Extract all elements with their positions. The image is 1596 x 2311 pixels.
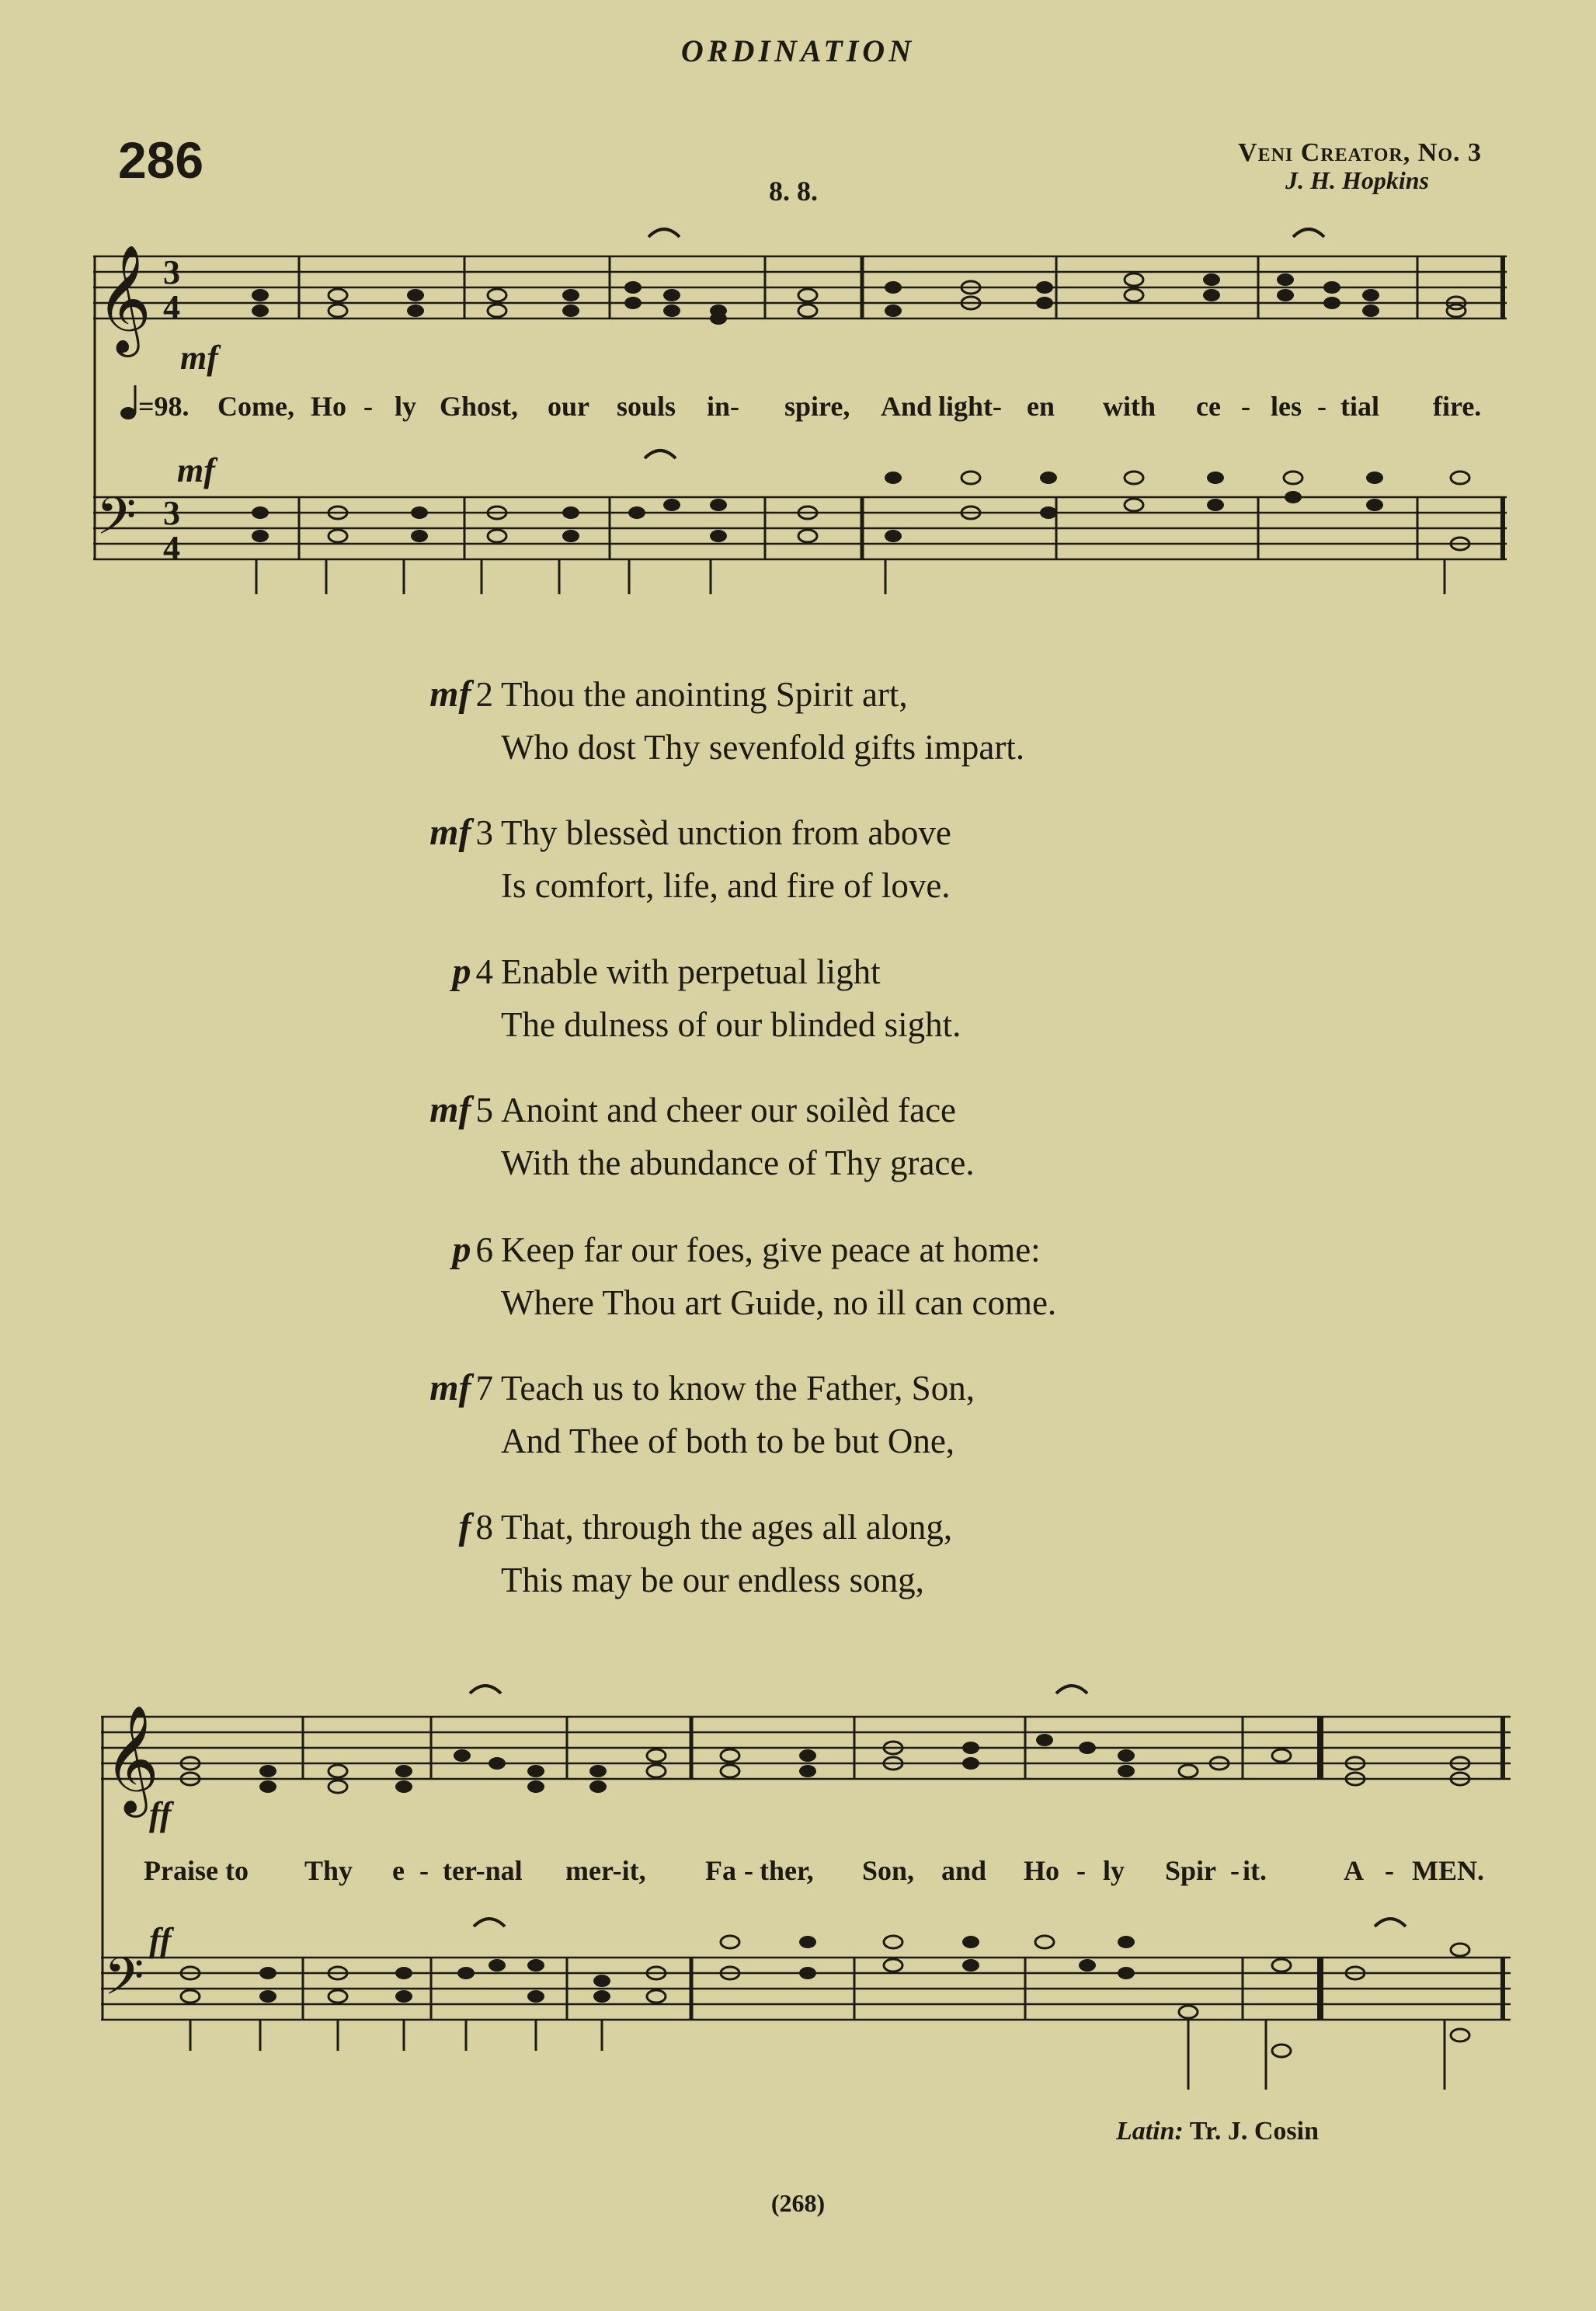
bass-staff-2 xyxy=(101,1958,1511,2020)
tune-name: Veni Creator, No. 3 xyxy=(1238,138,1482,167)
verse-line: The dulness of our blinded sight. xyxy=(501,1005,961,1044)
fermata-icon xyxy=(1293,229,1324,237)
dynamic-ff-bottom: ff xyxy=(149,1921,172,1959)
meter: 8. 8. xyxy=(769,176,818,207)
composer: J. H. Hopkins xyxy=(1285,166,1429,194)
treble-clef-icon: 𝄞 xyxy=(96,245,151,353)
fermata-icon xyxy=(474,1919,505,1926)
verse-line: And Thee of both to be but One, xyxy=(501,1422,955,1460)
verse-line: With the abundance of Thy grace. xyxy=(501,1143,975,1182)
dynamic-ff-top: ff xyxy=(149,1795,172,1833)
fermata-icon xyxy=(1056,1686,1087,1693)
bass-notes-2 xyxy=(181,1936,1469,2057)
verse-line: Where Thou art Guide, no ill can come. xyxy=(501,1283,1057,1322)
time-signature-bottom-bass: 4 xyxy=(163,529,180,567)
verse-marker: f 8 xyxy=(458,1506,493,1547)
verse-7 xyxy=(373,1362,975,1467)
translator-source: Latin: xyxy=(1115,2117,1184,2146)
hymn-number: 286 xyxy=(118,131,204,189)
verse-2 xyxy=(373,668,1024,774)
verse-marker: mf 2 xyxy=(429,673,493,715)
verse-line: Teach us to know the Father, Son, xyxy=(501,1369,975,1408)
lyrics-line-1: Come, Ho - ly Ghost, our souls in- spire, And light- en with ce - les - tial fire. xyxy=(217,391,1482,422)
system-1 xyxy=(93,229,1507,594)
treble-notes-1 xyxy=(252,273,1466,325)
time-signature-top: 3 xyxy=(163,253,180,291)
verse-5 xyxy=(373,1084,975,1189)
verse-marker: p 4 xyxy=(452,951,493,992)
verse-3 xyxy=(373,806,951,912)
verse-marker: mf 5 xyxy=(429,1089,493,1130)
verse-marker: mf 7 xyxy=(429,1367,493,1408)
translator-name: Tr. J. Cosin xyxy=(1189,2117,1319,2146)
bass-stems-2 xyxy=(190,2020,1445,2090)
fermata-icon xyxy=(1375,1919,1406,1926)
bass-clef-icon: 𝄢 xyxy=(96,486,137,559)
time-signature-top-bass: 3 xyxy=(163,494,180,532)
verse-marker: mf 3 xyxy=(429,812,493,853)
system-2 xyxy=(101,1686,1511,2090)
treble-clef-icon: 𝄞 xyxy=(104,1705,159,1813)
fermata-icon xyxy=(645,451,676,458)
verse-marker: p 6 xyxy=(452,1229,493,1270)
fermata-icon xyxy=(470,1686,501,1693)
dynamic-mf-top: mf xyxy=(180,339,218,377)
time-signature-bottom: 4 xyxy=(163,288,180,326)
verse-line: Enable with perpetual light xyxy=(501,952,881,991)
bass-stems-1 xyxy=(256,559,1445,594)
verse-line: That, through the ages all along, xyxy=(501,1508,953,1547)
verse-line: Thy blessèd unction from above xyxy=(501,813,951,852)
fermata-icon xyxy=(648,229,680,237)
verse-4 xyxy=(373,945,961,1051)
verse-line: Is comfort, life, and fire of love. xyxy=(501,866,951,905)
verse-line: Thou the anointing Spirit art, xyxy=(501,675,908,714)
tempo-marking: =98. xyxy=(138,391,190,422)
dynamic-mf-bottom: mf xyxy=(177,451,215,489)
quarter-note-icon xyxy=(120,407,136,419)
running-head: ORDINATION xyxy=(680,33,916,68)
bass-clef-icon: 𝄢 xyxy=(104,1947,144,2019)
verse-8 xyxy=(373,1501,952,1606)
verse-line: Anoint and cheer our soilèd face xyxy=(501,1091,957,1129)
verse-line: Who dost Thy sevenfold gifts impart. xyxy=(501,728,1025,767)
page-number: (268) xyxy=(770,2189,826,2217)
verse-line: This may be our endless song, xyxy=(501,1561,924,1599)
bass-staff-1 xyxy=(93,497,1507,559)
translator-credit xyxy=(1116,2117,1319,2146)
verse-line: Keep far our foes, give peace at home: xyxy=(501,1230,1041,1269)
lyrics-line-2: Praise to Thy e - ter-nal mer-it, Fa - ther, Son, and Ho - ly Spir - it. A - MEN. xyxy=(144,1855,1484,1886)
verse-6 xyxy=(373,1223,1056,1329)
